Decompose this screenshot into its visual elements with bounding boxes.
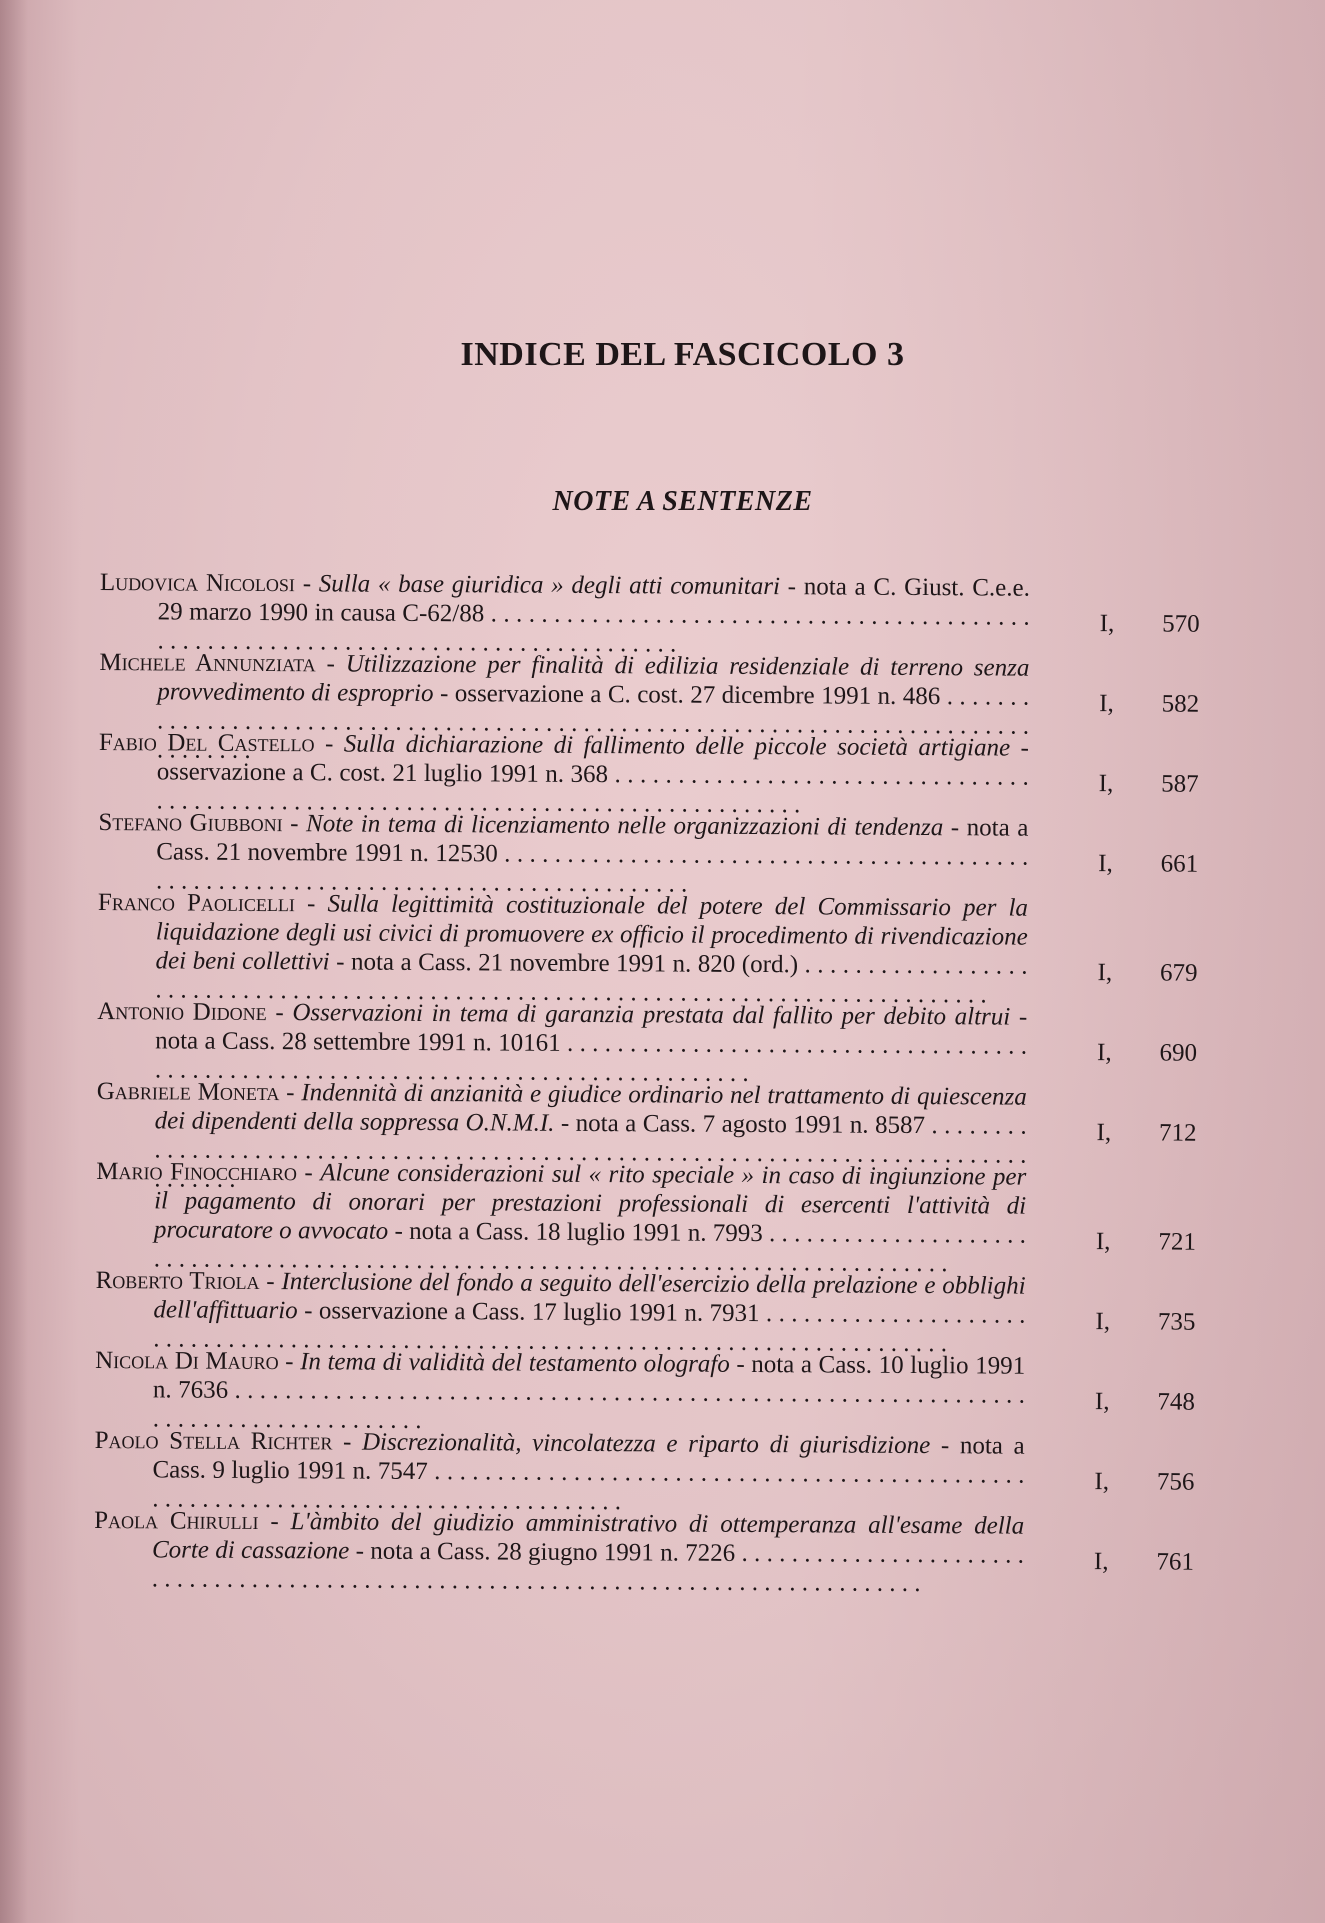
entry-author: Mario Finocchiaro [96,1157,298,1187]
entry-title: Utilizzazione per finalità di edilizia residenziale di terreno senza provvedimento di esproprio [157,650,1030,708]
list-item [94,1426,1195,1496]
entry-author: Roberto Triola [95,1266,260,1295]
entry-text-clip: Fabio Del Castello - Sulla dichiarazione di fallimento delle piccole società artigiane - osservazione a C. cost. 21 luglio 1991 n. 368 . . . [157,728,1029,791]
entry-title: Indennità di anzianità e giudice ordinario nel trattamento di quiescenza dei dipendenti della soppressa O.N.M.I. [154,1079,1027,1137]
page-heading: INDICE DEL FASCICOLO 3 [460,336,905,373]
entry-text-clip: Stefano Giubboni - Note in tema di licenziamento nelle organizzazioni di tendenza - nota a Cass. 21 novembre 1991 n. 12530 . . . [156,808,1028,871]
entry-text-clip: Roberto Triola - Interclusione del fondo a seguito dell'esercizio della prelazione e obblighi dell'affittuario - osservazione a Cass. 17 luglio 1991 n. 7931 . . . [153,1266,1025,1329]
entry-page-ref [1096,1227,1196,1257]
entry-ref: nota a Cass. 28 giugno 1991 n. 7226 . . . [152,1538,1024,1597]
entry-title: L'àmbito del giudizio amministrativo di ottemperanza all'esame della Corte di cassazione [151,1508,1025,1565]
entry-page-ref [1098,849,1198,879]
entry-title: Sulla « base giuridica » degli atti comunitari [318,570,781,601]
entry-page: 679 [1159,959,1198,987]
entry-volume: I, [1094,1388,1110,1416]
entry-ref: osservazione a Cass. 17 luglio 1991 n. 7931 . . . [153,1297,1025,1357]
list-item [97,997,1198,1067]
entry-page: 570 [1162,610,1200,638]
section-title: NOTE A SENTENZE [552,486,813,517]
entry-volume: I, [1095,1228,1111,1256]
entry-page: 712 [1158,1119,1197,1147]
list-item [99,568,1200,638]
entry-page: 761 [1156,1548,1195,1576]
entry-ref: nota a C. Giust. C.e.e. 29 marzo 1990 in causa C-62/88 . . . [157,573,1030,657]
entries-list [94,568,1200,1576]
list-item [96,1157,1196,1256]
entry-page: 735 [1157,1308,1196,1336]
entry-author: Paolo Stella Richter [94,1426,333,1456]
entry-volume: I, [1098,770,1114,798]
entry-page: 587 [1161,770,1199,798]
entry-title: Discrezionalità, vincolatezza e riparto di giurisdizione [361,1428,931,1460]
entry-text-clip: Franco Paolicelli - Sulla legittimità costituzionale del potere del Commissario per la liquidazione degli usi civici di promuovere ex officio il procedimento di rivendicazione dei beni collettivi - nota a Cass. 21 novembre 1991 n. 820 (ord.) . . . [156,888,1029,980]
page-gutter-shadow [0,0,28,1923]
entry-ref: nota a Cass. 28 settembre 1991 n. 10161 . . . [155,1027,1027,1087]
entry-text-clip: Nicola Di Mauro - In tema di validità del testamento olografo - nota a Cass. 10 luglio 1991 n. 7636 . . . [153,1346,1025,1409]
entry-author: Gabriele Moneta [96,1077,280,1107]
entry-title: Sulla legittimità costituzionale del potere del Commissario per la liquidazione degli usi civici di promuovere ex officio il procedimento di rivendicazione dei beni collettivi [155,890,1029,976]
entry-text-clip: Michele Annunziata - Utilizzazione per finalità di edilizia residenziale di terreno senza provvedimento di esproprio - osservazione a C. cost. 27 dicembre 1991 n. 486 . . . [157,648,1029,711]
entry-ref: osservazione a C. cost. 27 dicembre 1991 n. 486 . . . [157,680,1030,764]
entry-title: Osservazioni in tema di garanzia prestata dal fallito per debito altrui [292,999,1011,1031]
entry-author: Fabio Del Castello [98,728,315,758]
list-item [99,648,1200,718]
entry-ref: nota a Cass. 9 luglio 1991 n. 7547 . . . [152,1432,1025,1515]
entry-title: Interclusione del fondo a seguito dell'esercizio della prelazione e obblighi dell'affittuario [153,1268,1026,1325]
entry-volume: I, [1096,1039,1112,1067]
entry-page-ref [1095,1307,1195,1337]
entry-text-clip: Paola Chirulli - L'àmbito del giudizio amministrativo di ottemperanza all'esame della Corte di cassazione - nota a Cass. 28 giugno 1991 n. 7226 . . . [152,1506,1024,1569]
entry-ref: nota a Cass. 21 novembre 1991 n. 820 (ord.) . . . [155,949,1027,1009]
entry-page-ref [1094,1467,1194,1497]
entry-page-ref [1097,1038,1197,1068]
entry-ref: nota a Cass. 10 luglio 1991 n. 7636 . . . [153,1351,1025,1434]
entry-ref: nota a Cass. 18 luglio 1991 n. 7993 . . . [154,1218,1026,1277]
entry-volume: I, [1097,959,1113,987]
entry-text-clip: Gabriele Moneta - Indennità di anzianità e giudice ordinario nel trattamento di quiescenza dei dipendenti della soppressa O.N.M.I. - nota a Cass. 7 agosto 1991 n. 8587 . . . [155,1077,1027,1140]
entry-text-clip: Antonio Didone - Osservazioni in tema di garanzia prestata dal fallito per debito altrui - nota a Cass. 28 settembre 1991 n. 10161 . . . [155,997,1027,1060]
entry-volume: I, [1098,850,1113,878]
entry-author: Michele Annunziata [99,648,316,678]
entry-page-ref [1100,609,1200,639]
entry-volume: I, [1099,610,1115,638]
entry-author: Nicola Di Mauro [95,1346,279,1376]
list-item [97,888,1198,987]
entry-volume: I, [1093,1548,1109,1576]
entry-ref: osservazione a C. cost. 21 luglio 1991 n. 368 . . . [156,758,1028,818]
list-item [95,1266,1196,1336]
entry-author: Paola Chirulli [94,1506,259,1535]
entry-page: 661 [1160,850,1199,878]
entry-author: Ludovica Nicolosi [99,569,296,598]
list-item [94,1506,1195,1576]
entry-title: Alcune considerazioni sul « rito speciale » in caso di ingiunzione per il pagamento di onorari per prestazioni professionali di esercenti l'attività di procuratore o avvocato [153,1159,1027,1245]
list-item [98,808,1199,878]
entry-text-clip: Mario Finocchiaro - Alcune considerazioni sul « rito speciale » in caso di ingiunzione per il pagamento di onorari per prestazioni professionali di esercenti l'attività di procuratore o avvocato - nota a Cass. 18 luglio 1991 n. 7993 . . . [154,1157,1027,1249]
entry-title: Note in tema di licenziamento nelle organizzazioni di tendenza [305,810,944,842]
entry-volume: I, [1095,1308,1111,1336]
entry-text-clip: Ludovica Nicolosi - Sulla « base giuridica » degli atti comunitari - nota a C. Giust. C.e.e. 29 marzo 1990 in causa C-62/88 . . . [158,568,1030,631]
entry-page-ref [1099,689,1199,719]
entry-title: Sulla dichiarazione di fallimento delle piccole società artigiane [343,730,1011,762]
list-item [98,728,1199,798]
entry-page-ref [1095,1387,1195,1417]
list-item [96,1077,1197,1147]
entry-author: Stefano Giubboni [98,808,283,838]
entry-author: Franco Paolicelli [97,888,295,918]
entry-page-ref [1097,958,1197,988]
entry-page-ref [1096,1118,1196,1148]
entry-volume: I, [1094,1468,1110,1496]
entry-page-ref [1094,1547,1194,1577]
entry-volume: I, [1096,1119,1112,1147]
list-item [95,1346,1196,1416]
entry-page: 582 [1161,690,1200,718]
entry-ref: nota a Cass. 21 novembre 1991 n. 12530 . . . [156,814,1029,897]
entry-title: In tema di validità del testamento olografo [300,1348,730,1378]
entry-ref: nota a Cass. 7 agosto 1991 n. 8587 . . . [154,1110,1027,1193]
entry-text-clip: Paolo Stella Richter - Discrezionalità, vincolatezza e riparto di giurisdizione - nota a Cass. 9 luglio 1991 n. 7547 . . . [152,1426,1024,1489]
entry-page: 756 [1156,1468,1195,1496]
entry-page: 748 [1157,1388,1196,1416]
entry-volume: I, [1099,690,1114,718]
entry-page: 721 [1158,1228,1196,1256]
entry-author: Antonio Didone [97,997,267,1027]
entry-page: 690 [1159,1039,1198,1067]
entry-page-ref [1099,769,1199,799]
